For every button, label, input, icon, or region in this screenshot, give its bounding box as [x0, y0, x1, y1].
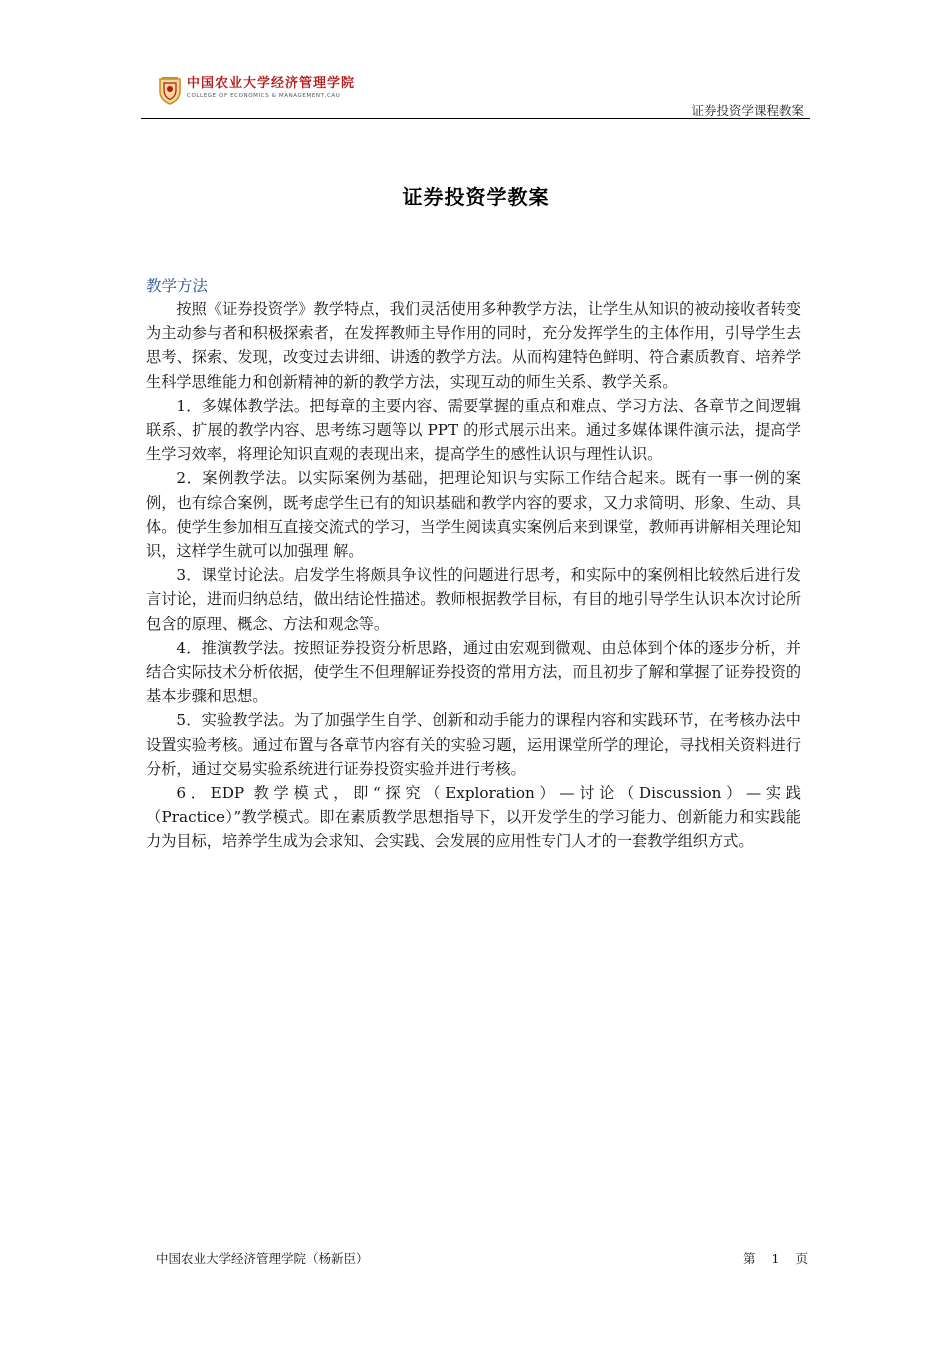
paragraph-multimedia: 1．多媒体教学法。把每章的主要内容、需要掌握的重点和难点、学习方法、各章节之间逻辑联系、扩展的教学内容、思考练习题等以 PPT 的形式展示出来。通过多媒体课件演示法，提高学生学习效率，将理论知识直观的表现出来，提高学生的感性认识与理性认识。	[146, 396, 801, 464]
page-label-suffix: 页	[795, 1251, 808, 1266]
college-emblem-icon	[157, 76, 183, 106]
page-label-prefix: 第	[743, 1251, 756, 1266]
page-header	[141, 70, 810, 120]
paragraph-deduction: 4．推演教学法。按照证券投资分析思路，通过由宏观到微观、由总体到个体的逐步分析，并结合实际技术分析依据，使学生不但理解证券投资的常用方法，而且初步了解和掌握了证券投资的基本步骤和思想。	[146, 638, 801, 706]
logo-english-name: COLLEGE OF ECONOMICS & MANAGEMENT,CAU	[187, 93, 341, 99]
document-title: 证券投资学教案	[402, 185, 550, 209]
footer-page-number	[743, 1249, 808, 1267]
footer-author: 中国农业大学经济管理学院（杨新臣）	[156, 1251, 369, 1266]
course-title-header: 证券投资学课程教案	[691, 103, 804, 118]
page-number: 1	[771, 1251, 780, 1266]
paragraph-intro: 按照《证券投资学》教学特点，我们灵活使用多种教学方法，让学生从知识的被动接收者转变为主动参与者和积极探索者，在发挥教师主导作用的同时，充分发挥学生的主体作用，引导学生去思考、探索、发现，改变过去讲细、讲透的教学方法。从而构建特色鲜明、符合素质教育、培养学生科学思维能力和创新精神的新的教学方法，实现互动的师生关系、教学关系。	[146, 300, 801, 391]
paragraph-case-study: 2．案例教学法。以实际案例为基础，把理论知识与实际工作结合起来。既有一事一例的案例，也有综合案例，既考虑学生已有的知识基础和教学内容的要求，又力求简明、形象、生动、具体。使学生参加相互直接交流式的学习，当学生阅读真实案例后来到课堂，教师再讲解相关理论知识，这样学生就可以加强理 解。	[146, 469, 801, 561]
paragraph-discussion: 3．课堂讨论法。启发学生将颇具争议性的问题进行思考，和实际中的案例相比较然后进行发言讨论，进而归纳总结，做出结论性描述。教师根据教学目标，有目的地引导学生认识本次讨论所包含的原理、概念、方法和观念等。	[146, 566, 801, 633]
header-divider	[141, 118, 810, 119]
paragraph-edp-model: 6．EDP 教学模式，即“探究（Exploration）—讨论（Discussion）—实践（Practice）”教学模式。即在素质教学思想指导下，以开发学生的学习能力、创新能力和实践能力为目标，培养学生成为会求知、会实践、会发展的应用性专门人才的一套教学组织方式。	[146, 784, 801, 851]
section-heading: 教学方法	[146, 277, 209, 295]
section-body	[146, 297, 801, 854]
paragraph-experiment: 5．实验教学法。为了加强学生自学、创新和动手能力的课程内容和实践环节，在考核办法中设置实验考核。通过布置与各章节内容有关的实验习题，运用课堂所学的理论，寻找相关资料进行分析，通过交易实验系统进行证券投资实验并进行考核。	[146, 711, 801, 778]
logo-chinese-name: 中国农业大学经济管理学院	[187, 76, 356, 91]
college-logo	[187, 76, 355, 100]
